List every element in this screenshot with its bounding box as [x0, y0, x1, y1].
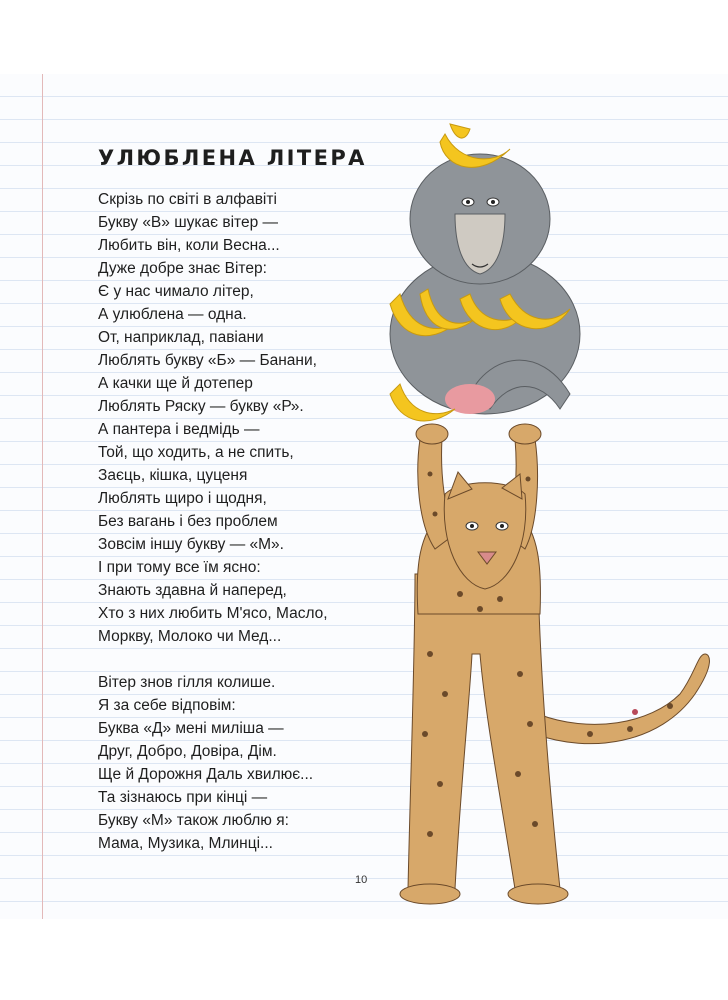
leopard-paw — [509, 424, 541, 444]
poem-line: Заєць, кішка, цуценя — [98, 467, 248, 484]
poem-line: Той, що ходить, а не спить, — [98, 444, 294, 461]
poem-line: Любить він, коли Весна... — [98, 237, 280, 254]
poem-line: Та зізнаюсь при кінці — — [98, 789, 268, 806]
baboon-bottom — [445, 384, 495, 414]
leopard-tail — [535, 654, 709, 744]
leopard-foot — [508, 884, 568, 904]
poem-line: Люблять щиро і щодня, — [98, 490, 267, 507]
poem-line: А качки ще й дотепер — [98, 375, 253, 392]
leopard-legs — [408, 574, 560, 889]
poem-line: І при тому все їм ясно: — [98, 559, 261, 576]
poem-line: Люблять букву «Б» — Банани, — [98, 352, 317, 369]
leopard-foot — [400, 884, 460, 904]
poem-line: От, наприклад, павіани — [98, 329, 264, 346]
poem-line: Ще й Дорожня Даль хвилює... — [98, 766, 314, 783]
poem-line: Мама, Музика, Млинці... — [98, 835, 273, 852]
poem-line: Букву «М» також люблю я: — [98, 812, 289, 829]
poem-title: УЛЮБЛЕНА ЛІТЕРА — [98, 146, 367, 170]
leopard-paw — [416, 424, 448, 444]
poem-line: Букву «В» шукає вітер — — [98, 214, 278, 231]
poem-line: Вітер знов гілля колише. — [98, 674, 276, 691]
baboon-leopard-illustration — [360, 94, 728, 919]
poem-line: Зовсім іншу букву — «М». — [98, 536, 284, 553]
poem-line: Без вагань і без проблем — [98, 513, 278, 530]
poem-line: Моркву, Молоко чи Мед... — [98, 628, 282, 645]
book-page — [0, 74, 728, 919]
poem-line: Я за себе відповім: — [98, 697, 236, 714]
poem-line: Друг, Добро, Довіра, Дім. — [98, 743, 277, 760]
poem-line: Скрізь по світі в алфавіті — [98, 191, 277, 208]
poem-line: Люблять Ряску — букву «Р». — [98, 398, 304, 415]
poem-line: А пантера і ведмідь — — [98, 421, 260, 438]
poem-line: Знають здавна й наперед, — [98, 582, 287, 599]
poem-body — [98, 188, 398, 855]
poem-line: Буква «Д» мені миліша — — [98, 720, 284, 737]
stanza-gap — [98, 648, 398, 671]
ladybug-icon — [632, 709, 638, 715]
poem-line: А улюблена — одна. — [98, 306, 247, 323]
page-number: 10 — [355, 874, 368, 886]
poem-line: Дуже добре знає Вітер: — [98, 260, 267, 277]
margin-line — [42, 74, 43, 919]
poem-line: Є у нас чимало літер, — [98, 283, 254, 300]
poem-line: Хто з них любить М'ясо, Масло, — [98, 605, 328, 622]
